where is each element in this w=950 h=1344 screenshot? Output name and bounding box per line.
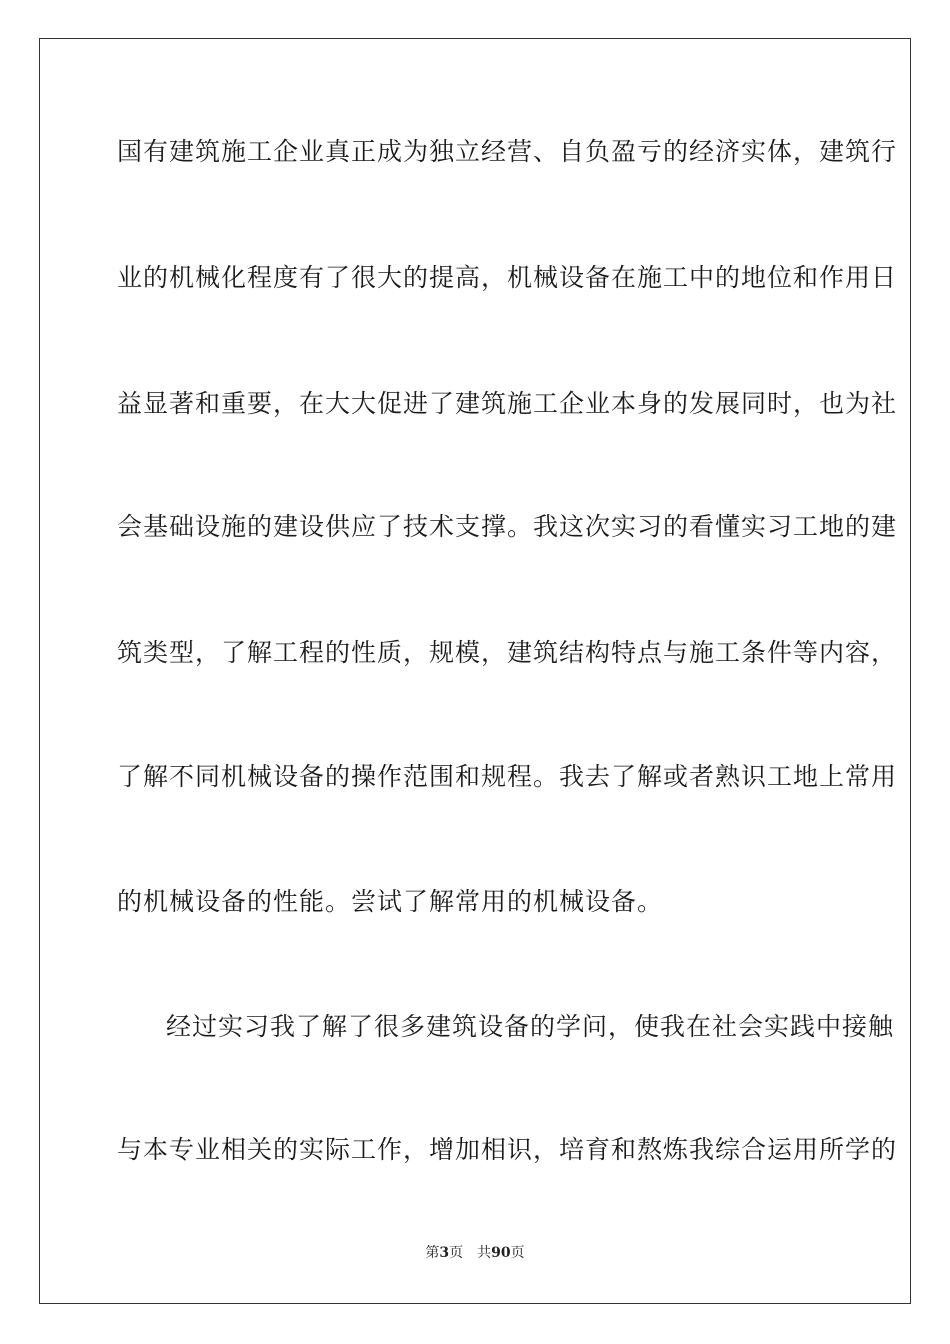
body-text-line: 了解不同机械设备的操作范围和规程。我去了解或者熟识工地上常用 [117, 762, 898, 791]
body-text-line: 与本专业相关的实际工作，增加相识，培育和熬炼我综合运用所学的 [117, 1135, 898, 1164]
total-prefix: 共 [477, 1245, 492, 1261]
total-pages-number: 90 [491, 1245, 511, 1261]
page-prefix: 第 [425, 1245, 440, 1261]
body-text-line: 益显著和重要，在大大促进了建筑施工企业本身的发展同时，也为社 [117, 389, 898, 418]
body-text-line: 国有建筑施工企业真正成为独立经营、自负盈亏的经济实体，建筑行 [117, 137, 898, 166]
page-suffix: 页 [449, 1245, 464, 1261]
total-suffix: 页 [510, 1245, 525, 1261]
body-text-line: 业的机械化程度有了很大的提高，机械设备在施工中的地位和作用日 [117, 263, 898, 292]
page-footer [0, 1243, 950, 1263]
paragraph-first-line: 经过实习我了解了很多建筑设备的学问，使我在社会实践中接触 [166, 1012, 895, 1041]
body-text-line: 会基础设施的建设供应了技术支撑。我这次实习的看懂实习工地的建 [117, 512, 898, 541]
body-text-line: 的机械设备的性能。尝试了解常用的机械设备。 [117, 887, 664, 916]
page-border [39, 38, 911, 1304]
body-text-line: 筑类型，了解工程的性质，规模，建筑结构特点与施工条件等内容， [117, 638, 898, 667]
current-page-number: 3 [439, 1245, 450, 1261]
